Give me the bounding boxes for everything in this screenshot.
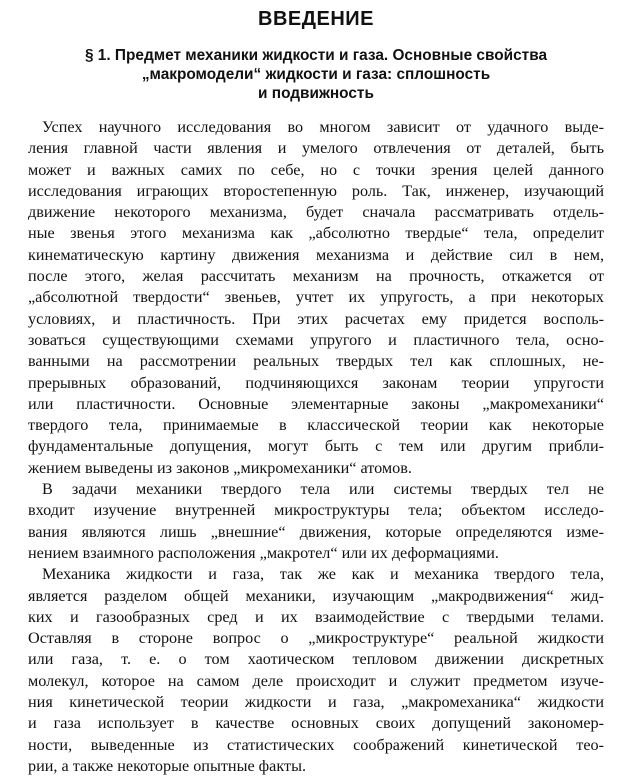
paragraph-line: ления главной части явления и умелого отвлечения от деталей, быть bbox=[28, 139, 604, 158]
paragraph-line: ности, выведенные из статистических соображений кинетической тео- bbox=[28, 735, 604, 754]
paragraph-line: зоваться существующими схемами упругого и пластичного тела, осно- bbox=[28, 330, 604, 349]
paragraph-line: В задачи механики твердого тела или системы твердых тел не bbox=[42, 480, 604, 499]
paragraph-line: Успех научного исследования во многом зависит от удачного выде- bbox=[42, 118, 604, 136]
section-heading-line: и подвижность bbox=[258, 85, 374, 102]
paragraph-line: твердого тела, принимаемые в классической теории как некоторые bbox=[28, 416, 604, 435]
paragraph-line: Механика жидкости и газа, так же как и механика твердого тела, bbox=[42, 565, 604, 584]
paragraph-line: может и важных самих по себе, но с точки зрения целей данного bbox=[28, 160, 604, 179]
paragraph-line: или газа, т. е. о том хаотическом тепловом движении дискретных bbox=[28, 650, 604, 669]
paragraph-line: входит изучение внутренней микроструктуры тела; объектом исследо- bbox=[28, 501, 604, 520]
paragraph-line: движение некоторого механизма, будет сначала рассматривать отдель- bbox=[28, 203, 604, 222]
paragraph-line: является разделом общей механики, изучающим „макродвижения“ жид- bbox=[28, 586, 604, 605]
paragraph-line: фундаментальные допущения, могут быть с тем или другим прибли- bbox=[28, 437, 604, 456]
body-text bbox=[28, 117, 604, 777]
paragraph-line: вания являются лишь „внешние“ движения, которые определяются изме- bbox=[28, 522, 604, 541]
paragraph-line: молекул, которое на самом деле происходит и служит предметом изуче- bbox=[28, 671, 604, 690]
paragraph-line: рии, а также некоторые опытные факты. bbox=[28, 756, 306, 775]
paragraph-line: жением выведены из законов „микромеханики“ атомов. bbox=[28, 458, 412, 477]
paragraph-line: ванными на рассмотрении реальных твердых тел как сплошных, не- bbox=[28, 352, 604, 371]
paragraph-line: ния кинетической теории жидкости и газа, „макромеханика“ жидкости bbox=[28, 693, 604, 712]
paragraph-line: после этого, желая рассчитать механизм на прочность, откажется от bbox=[28, 267, 604, 286]
section-heading-line: § 1. Предмет механики жидкости и газа. Основные свойства bbox=[84, 47, 548, 64]
paragraph-line: кинематическую картину движения механизма и действие сил в нем, bbox=[28, 245, 604, 264]
paragraph-line: „абсолютной твердости“ звеньев, учтет их упругость, а при некоторых bbox=[28, 288, 604, 307]
paragraph-line: нением взаимного расположения „макротел“ или их деформациями. bbox=[28, 543, 499, 562]
section-heading bbox=[28, 46, 604, 103]
paragraph-line: условиях, и пластичность. При этих расчетах ему придется восполь- bbox=[28, 309, 604, 328]
section-heading-line: „макромодели“ жидкости и газа: сплошность bbox=[141, 66, 491, 83]
paragraph-line: ные звенья этого механизма как „абсолютно твердые“ тела, определит bbox=[28, 224, 604, 243]
chapter-title: ВВЕДЕНИЕ bbox=[258, 8, 374, 30]
paragraph-line: ких и газообразных сред и их взаимодействие с твердыми телами. bbox=[28, 607, 604, 626]
paragraph-line: Оставляя в стороне вопрос о „микроструктуре“ реальной жидкости bbox=[28, 629, 604, 648]
paragraph-line: прерывных образований, подчиняющихся законам теории упругости bbox=[28, 373, 604, 392]
paragraph-line: или пластичности. Основные элементарные законы „макромеханики“ bbox=[28, 394, 604, 413]
paragraph bbox=[28, 479, 604, 564]
paragraph-line: и газа использует в качестве основных своих допущений закономер- bbox=[28, 714, 604, 733]
paragraph bbox=[28, 564, 604, 777]
paragraph bbox=[28, 117, 604, 479]
paragraph-line: исследования играющих второстепенную роль. Так, инженер, изучающий bbox=[28, 181, 604, 200]
